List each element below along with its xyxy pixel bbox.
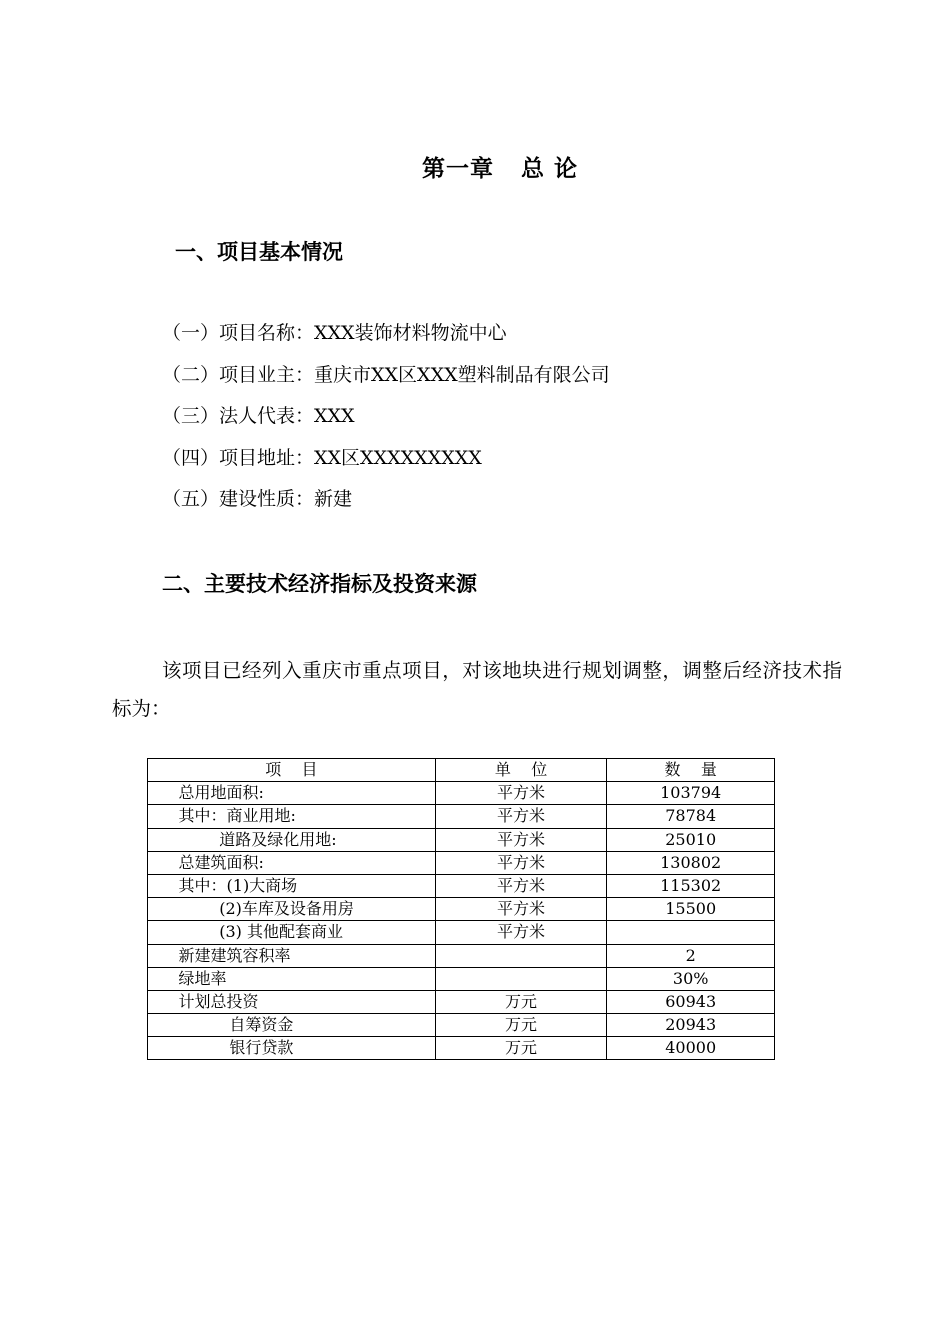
table-row bbox=[148, 967, 775, 990]
row-unit: 万元 bbox=[435, 1037, 607, 1060]
row-item: 银行贷款 bbox=[148, 1037, 436, 1060]
section-heading-tech-indicators: 二、主要技术经济指标及投资来源 bbox=[162, 572, 477, 596]
row-quantity: 40000 bbox=[607, 1037, 775, 1060]
row-quantity bbox=[607, 921, 775, 944]
table-header-row bbox=[148, 759, 775, 782]
row-unit: 万元 bbox=[435, 1014, 607, 1037]
table-row bbox=[148, 1037, 775, 1060]
row-quantity: 20943 bbox=[607, 1014, 775, 1037]
row-unit: 万元 bbox=[435, 990, 607, 1013]
row-quantity: 115302 bbox=[607, 874, 775, 897]
row-item: 计划总投资 bbox=[148, 990, 436, 1013]
row-quantity: 130802 bbox=[607, 851, 775, 874]
header-unit: 单 位 bbox=[435, 759, 607, 782]
row-unit bbox=[435, 944, 607, 967]
table-row bbox=[148, 851, 775, 874]
info-item-construction-type: （五）建设性质：新建 bbox=[162, 488, 353, 510]
row-quantity: 2 bbox=[607, 944, 775, 967]
row-unit: 平方米 bbox=[435, 874, 607, 897]
row-quantity: 15500 bbox=[607, 898, 775, 921]
row-unit: 平方米 bbox=[435, 851, 607, 874]
table-row bbox=[148, 874, 775, 897]
table-row bbox=[148, 898, 775, 921]
table-row bbox=[148, 990, 775, 1013]
row-unit: 平方米 bbox=[435, 898, 607, 921]
table-row bbox=[148, 1014, 775, 1037]
row-item: (3) 其他配套商业 bbox=[148, 921, 436, 944]
row-unit bbox=[435, 967, 607, 990]
row-item: 其中：商业用地: bbox=[148, 805, 436, 828]
table-row bbox=[148, 782, 775, 805]
info-item-legal-rep: （三）法人代表：XXX bbox=[162, 405, 355, 427]
row-item: 自筹资金 bbox=[148, 1014, 436, 1037]
header-item: 项 目 bbox=[148, 759, 436, 782]
row-item: 道路及绿化用地: bbox=[148, 828, 436, 851]
indicators-table bbox=[147, 758, 775, 1060]
row-unit: 平方米 bbox=[435, 921, 607, 944]
row-item: 总用地面积: bbox=[148, 782, 436, 805]
project-info-list bbox=[162, 320, 610, 528]
chapter-title: 第一章 总 论 bbox=[421, 156, 579, 182]
info-item-project-name: （一）项目名称：XXX装饰材料物流中心 bbox=[162, 322, 507, 344]
row-item: 新建建筑容积率 bbox=[148, 944, 436, 967]
row-unit: 平方米 bbox=[435, 828, 607, 851]
row-unit: 平方米 bbox=[435, 782, 607, 805]
table-row bbox=[148, 921, 775, 944]
table-row bbox=[148, 805, 775, 828]
info-item-project-owner: （二）项目业主：重庆市XX区XXX塑料制品有限公司 bbox=[162, 363, 610, 386]
info-item-project-address: （四）项目地址：XX区XXXXXXXXX bbox=[162, 446, 482, 469]
row-quantity: 103794 bbox=[607, 782, 775, 805]
row-item: 其中：(1)大商场 bbox=[148, 874, 436, 897]
section-heading-basic-info: 一、项目基本情况 bbox=[175, 240, 343, 264]
row-quantity: 30% bbox=[607, 967, 775, 990]
row-item: (2)车库及设备用房 bbox=[148, 898, 436, 921]
row-quantity: 25010 bbox=[607, 828, 775, 851]
row-item: 绿地率 bbox=[148, 967, 436, 990]
table-row bbox=[148, 944, 775, 967]
table-row bbox=[148, 828, 775, 851]
intro-paragraph: 该项目已经列入重庆市重点项目，对该地块进行规划调整，调整后经济技术指标为： bbox=[112, 659, 842, 720]
row-quantity: 78784 bbox=[607, 805, 775, 828]
row-quantity: 60943 bbox=[607, 990, 775, 1013]
row-item: 总建筑面积: bbox=[148, 851, 436, 874]
row-unit: 平方米 bbox=[435, 805, 607, 828]
header-quantity: 数 量 bbox=[607, 759, 775, 782]
